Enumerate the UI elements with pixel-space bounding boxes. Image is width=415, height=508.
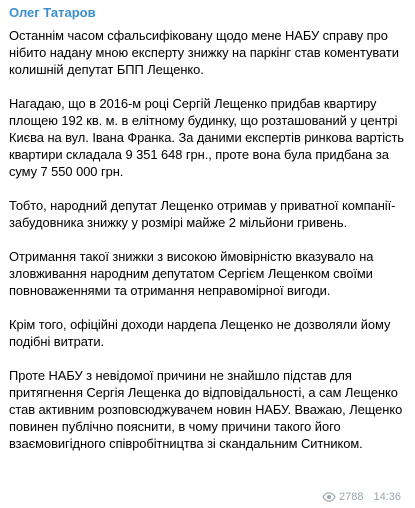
view-count: 2788 [338,491,364,503]
message-paragraph-6: Проте НАБУ з невідомої причини не знайшло підстав для притягнення Сергія Лещенка до відповідальності, а сам Лещенко став активним розповсюджувачем новин НАБУ. Вважаю, Лещенко повинен публічно пояснити, в чому причини такого його взаємовигідного співробітництва зі скандальним Ситником. [9,368,403,451]
message-meta [318,491,401,503]
author-name[interactable]: Олег Татаров [9,5,96,20]
message-time: 14:36 [373,491,401,503]
eye-icon [322,492,336,502]
message-paragraph-5: Крім того, офіційні доходи нардепа Лещенко не дозволяли йому подібні витрати. [9,317,391,349]
message-paragraph-2: Нагадаю, що в 2016-м році Сергій Лещенко придбав квартиру площею 192 кв. м. в елітному будинку, що розташований у центрі Києва на вул. Івана Франка. За даними експертів ринкова вартість квартири складала 9 351 648 грн., проте вона була придбана за суму 7 550 000 грн. [9,96,404,179]
message-paragraph-1: Останнім часом сфальсифіковану щодо мене НАБУ справу про нібито надану мною експерту знижку на паркінг став коментувати колишній депутат БПП Лещенко. [9,28,399,77]
message-paragraph-3: Тобто, народний депутат Лещенко отримав у приватної компанії-забудовника знижку у розмірі майже 2 мільйони гривень. [9,198,396,230]
message-paragraph-4: Отримання такої знижки з високою ймовірністю вказувало на зловживання народним депутатом Сергієм Лещенком своїми повноваженнями та отримання неправомірної вигоди. [9,249,374,298]
